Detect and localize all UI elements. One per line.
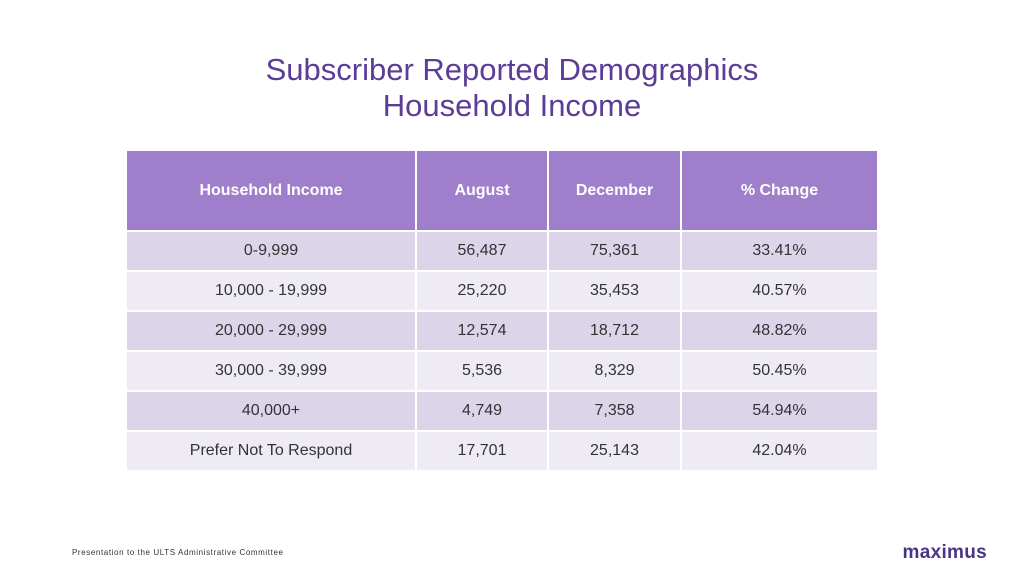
cell-percent-change: 42.04%: [682, 432, 877, 472]
cell-income-range: 10,000 - 19,999: [127, 272, 417, 312]
cell-percent-change: 54.94%: [682, 392, 877, 432]
cell-december: 8,329: [549, 352, 682, 392]
table-row: [127, 392, 877, 432]
cell-income-range: 40,000+: [127, 392, 417, 432]
table-row: [127, 232, 877, 272]
header-august: August: [417, 151, 549, 232]
header-household-income: Household Income: [127, 151, 417, 232]
header-percent-change: % Change: [682, 151, 877, 232]
cell-percent-change: 40.57%: [682, 272, 877, 312]
cell-december: 35,453: [549, 272, 682, 312]
cell-august: 12,574: [417, 312, 549, 352]
page-title: [0, 52, 1024, 124]
title-line-1: Subscriber Reported Demographics: [265, 52, 759, 87]
title-line-2: Household Income: [382, 88, 642, 123]
header-december: December: [549, 151, 682, 232]
footer-presentation-note: Presentation to the ULTS Administrative Committee: [72, 548, 284, 557]
cell-income-range: Prefer Not To Respond: [127, 432, 417, 472]
cell-december: 7,358: [549, 392, 682, 432]
cell-december: 75,361: [549, 232, 682, 272]
cell-august: 17,701: [417, 432, 549, 472]
cell-august: 25,220: [417, 272, 549, 312]
cell-december: 25,143: [549, 432, 682, 472]
cell-percent-change: 50.45%: [682, 352, 877, 392]
cell-august: 56,487: [417, 232, 549, 272]
cell-august: 4,749: [417, 392, 549, 432]
table-header-row: [127, 151, 877, 232]
table-row: [127, 432, 877, 472]
cell-december: 18,712: [549, 312, 682, 352]
maximus-logo: maximus: [902, 542, 987, 563]
table-row: [127, 272, 877, 312]
cell-income-range: 30,000 - 39,999: [127, 352, 417, 392]
cell-income-range: 20,000 - 29,999: [127, 312, 417, 352]
income-table: [127, 151, 877, 472]
table-row: [127, 352, 877, 392]
cell-percent-change: 48.82%: [682, 312, 877, 352]
table-row: [127, 312, 877, 352]
cell-income-range: 0-9,999: [127, 232, 417, 272]
cell-august: 5,536: [417, 352, 549, 392]
cell-percent-change: 33.41%: [682, 232, 877, 272]
